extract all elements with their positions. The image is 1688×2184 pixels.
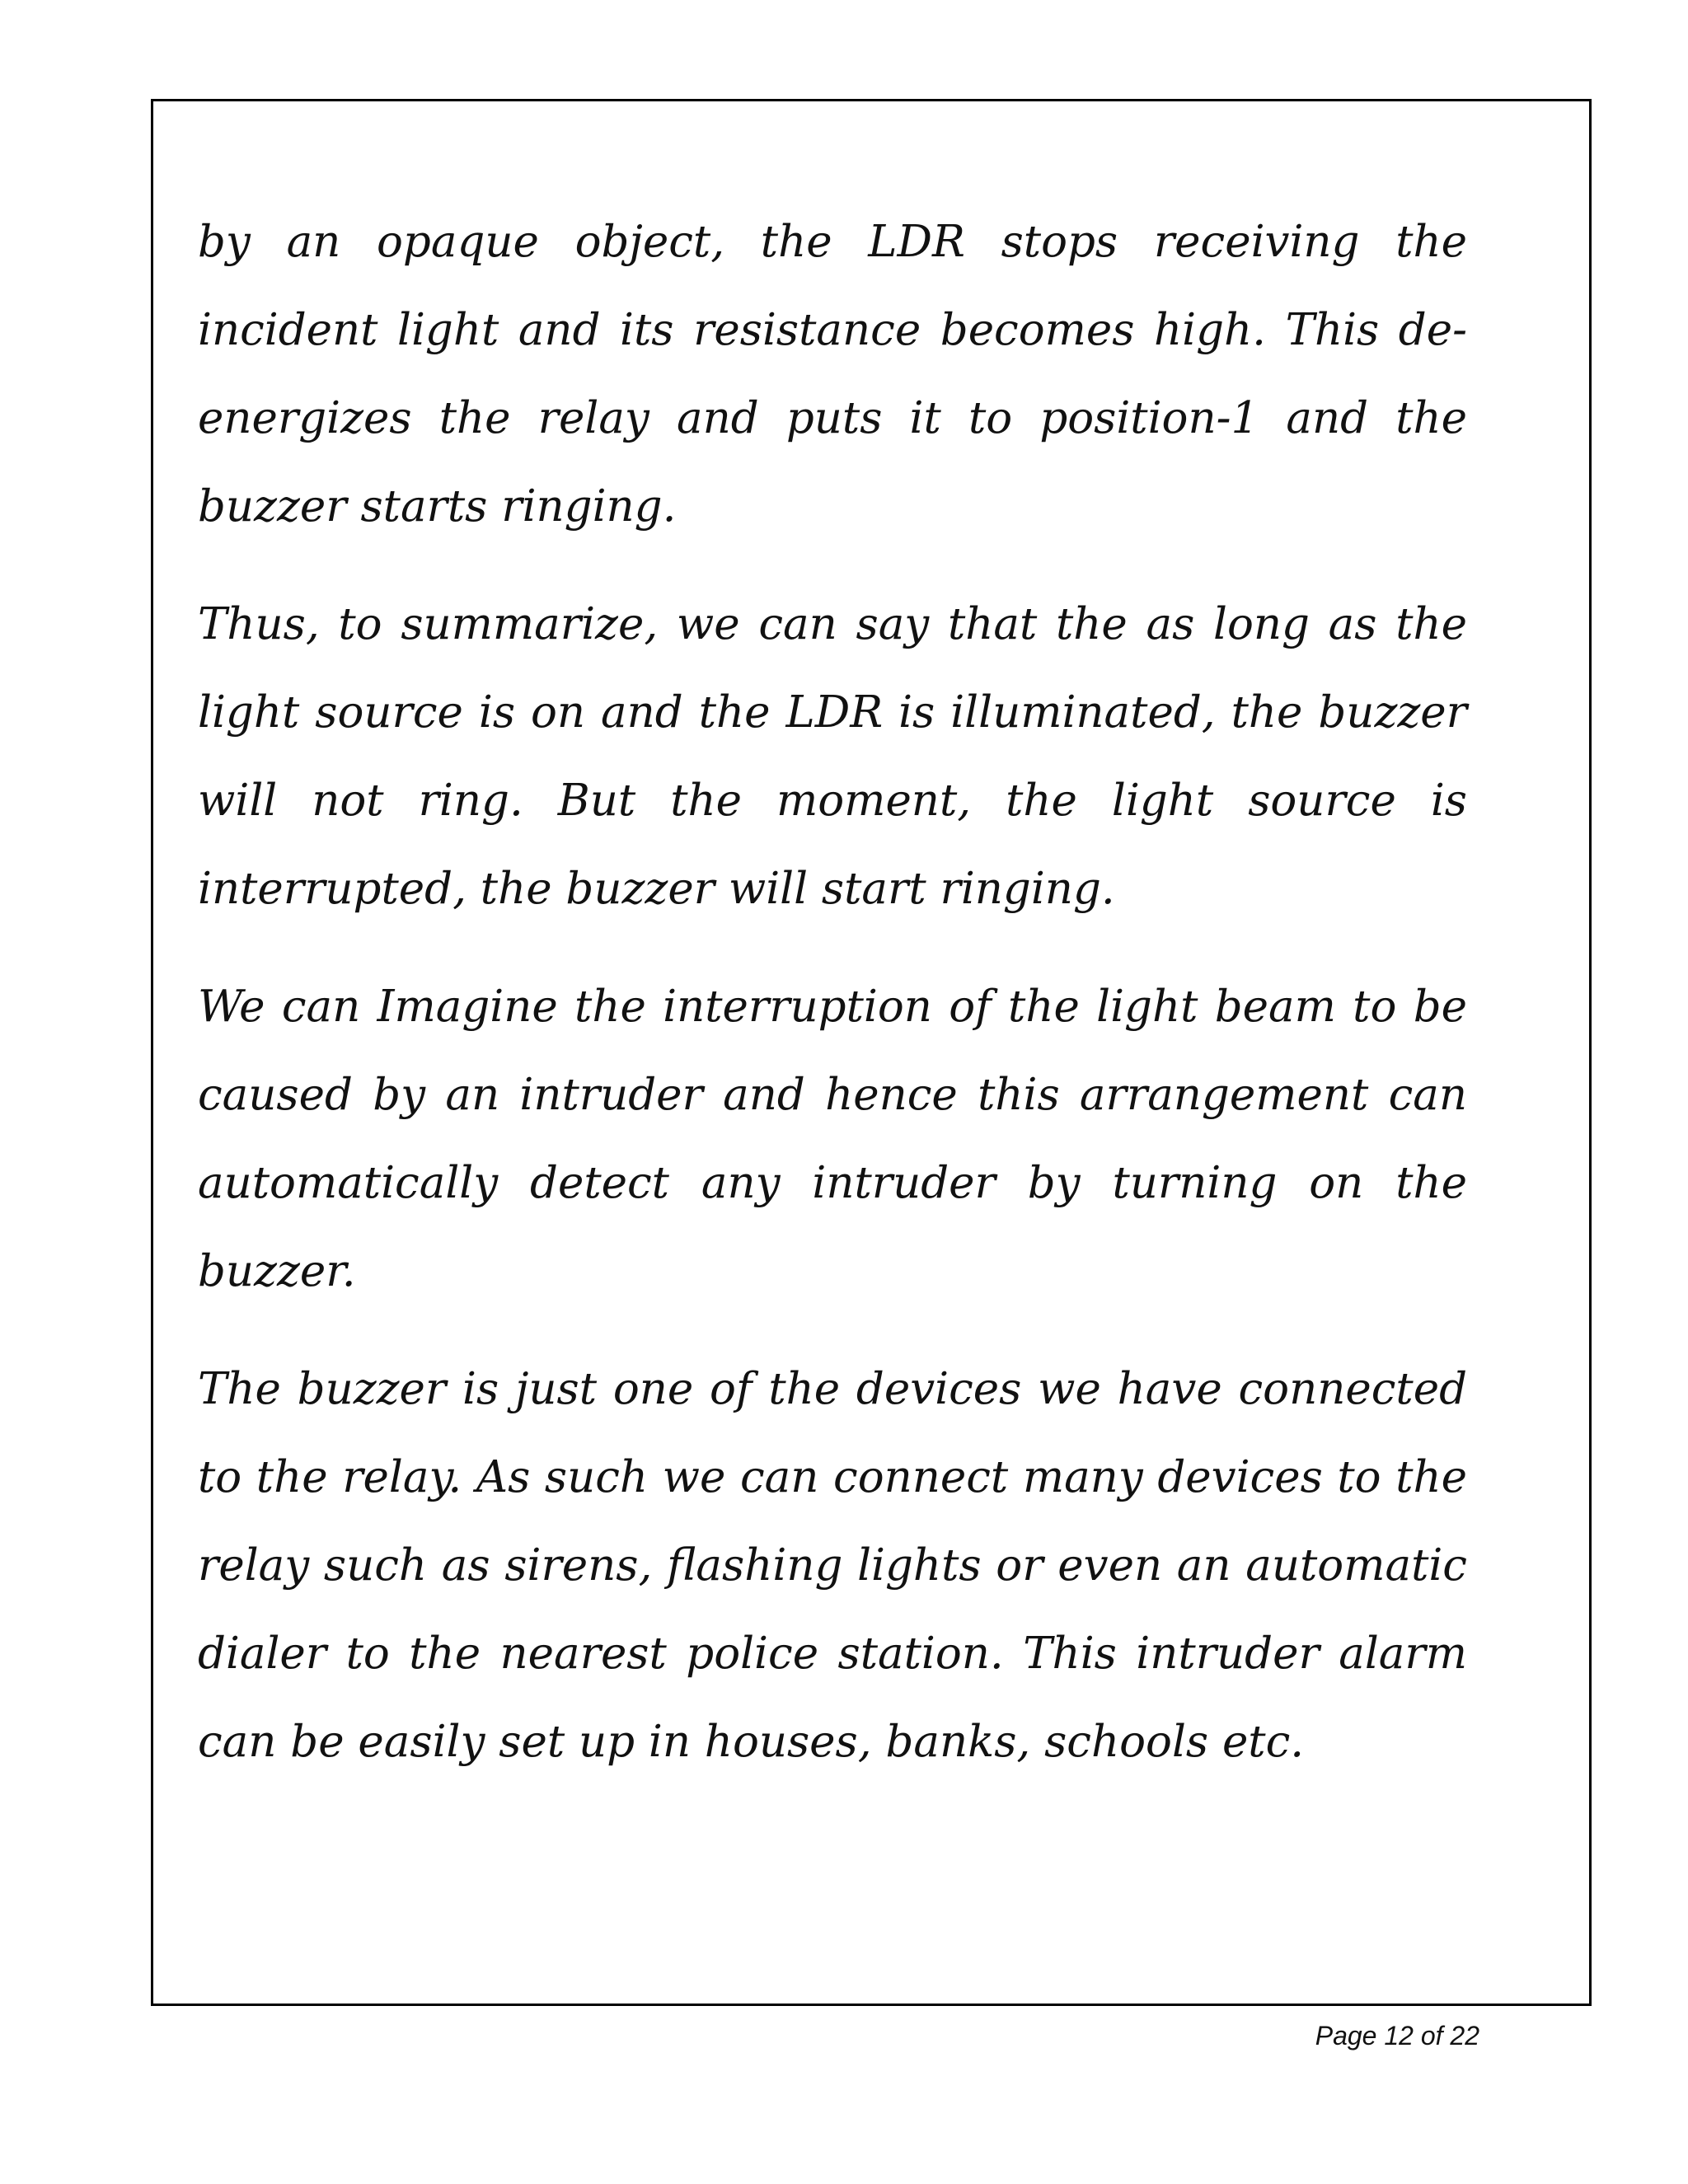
paragraph: The buzzer is just one of the devices we have connected to the relay. As such we can connect many devices to the relay such as sirens, flashing lights or even an automatic dialer to the nearest police station. This intruder alarm can be easily set up in houses, banks, schools etc. <box>198 1364 1467 1767</box>
page-number: Page 12 of 22 <box>1315 2021 1479 2050</box>
paragraph: We can Imagine the interruption of the light beam to be caused by an intruder and hence this arrangement can automatically detect any intruder by turning on the buzzer. <box>198 982 1467 1296</box>
paragraph: Thus, to summarize, we can say that the as long as the light source is on and the LDR is illuminated, the buzzer will not ring. But the moment, the light source is interrupted, the buzzer will start ringing. <box>198 599 1467 914</box>
paragraph: by an opaque object, the LDR stops receiving the incident light and its resistance becomes high. This de-energizes the relay and puts it to position-1 and the buzzer starts ringing. <box>198 217 1467 532</box>
page-body <box>198 198 1467 1816</box>
